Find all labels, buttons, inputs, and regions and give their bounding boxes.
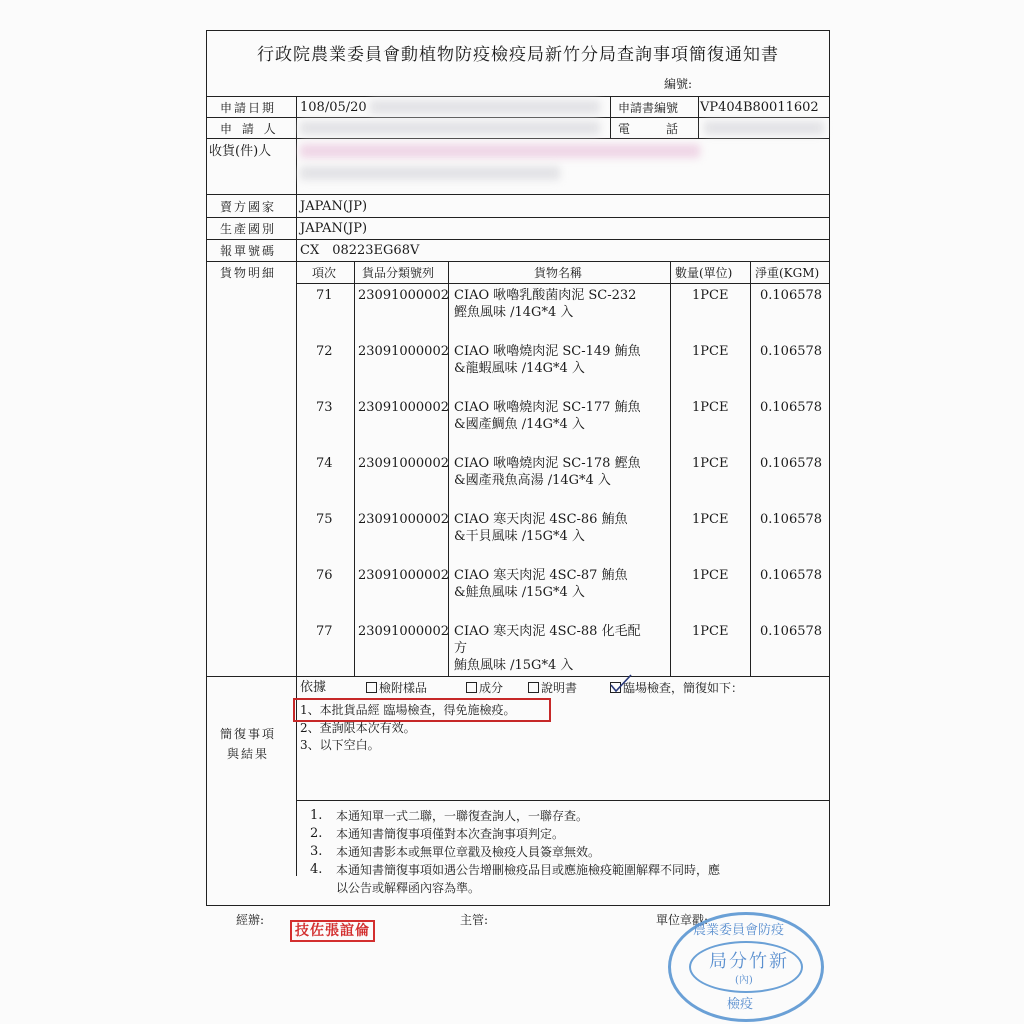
row-code: 23091000002: [358, 568, 449, 583]
supervisor-label: 主管:: [460, 913, 489, 927]
row-qty: 1PCE: [692, 512, 729, 527]
number-label: 編號:: [664, 77, 693, 91]
col-header-weight: 淨重(KGM): [755, 266, 820, 280]
row-name-line2: &國產鯛魚 /14G*4 入: [454, 417, 585, 432]
option-onsite[interactable]: [610, 680, 743, 696]
redacted-block: [370, 100, 600, 114]
redacted-block: [300, 166, 560, 180]
divider: [206, 117, 830, 118]
row-name-line1: CIAO 寒天肉泥 4SC-87 鮪魚: [454, 568, 628, 583]
seal-top-text: 農業委員會防疫: [693, 923, 785, 938]
declaration-no-label: 報單號碼: [220, 244, 277, 258]
receiver-label: 收貨(件)人: [209, 144, 272, 159]
row-no: 73: [316, 400, 333, 415]
app-no-label: 申請書編號: [618, 101, 679, 115]
row-weight: 0.106578: [760, 400, 823, 415]
note-text: 本通知單一式二聯，一聯復查詢人，一聯存查。: [336, 809, 589, 823]
phone-label: 電 話: [618, 122, 679, 136]
row-weight: 0.106578: [760, 288, 823, 303]
col-header-item: 項次: [312, 266, 337, 280]
option-manual[interactable]: [528, 680, 577, 696]
row-name-line2: &干貝風味 /15G*4 入: [454, 529, 585, 544]
redacted-block: [704, 121, 824, 135]
row-qty: 1PCE: [692, 288, 729, 303]
note-num: 2.: [310, 826, 323, 841]
divider: [354, 261, 355, 676]
row-no: 76: [316, 568, 333, 583]
divider: [296, 800, 830, 801]
result-2: 2、查詢限本次有效。: [300, 721, 416, 735]
note-text: 以公告或解釋函內容為準。: [336, 881, 481, 895]
row-name-line1: CIAO 啾嚕燒肉泥 SC-178 鰹魚: [454, 456, 641, 471]
row-no: 72: [316, 344, 333, 359]
result-1: 1、本批貨品經 臨場檢查，得免施檢疫。: [300, 703, 516, 717]
document-title: 行政院農業委員會動植物防疫檢疫局新竹分局查詢事項簡復通知書: [257, 45, 779, 65]
basis-label: 依據: [300, 680, 327, 695]
divider: [206, 261, 830, 262]
handler-label: 經辦:: [236, 913, 265, 927]
row-code: 23091000002: [358, 512, 449, 527]
row-weight: 0.106578: [760, 512, 823, 527]
option-sample[interactable]: [366, 680, 427, 696]
row-qty: 1PCE: [692, 624, 729, 639]
row-code: 23091000002: [358, 344, 449, 359]
divider: [610, 96, 611, 138]
col-header-name: 貨物名稱: [534, 266, 583, 280]
note-num: 3.: [310, 844, 323, 859]
note-num: 1.: [310, 808, 323, 823]
result-3: 3、以下空白。: [300, 738, 380, 752]
row-no: 77: [316, 624, 333, 639]
divider: [206, 194, 830, 195]
unit-seal-label: 單位章戳:: [656, 913, 709, 927]
checkmark-icon: [609, 673, 633, 693]
official-seal: [668, 912, 824, 1022]
date-value: 108/05/20: [300, 100, 367, 115]
origin-country-value: JAPAN(JP): [300, 221, 368, 236]
option-manual-label: 說明書: [541, 681, 578, 695]
row-code: 23091000002: [358, 288, 449, 303]
row-name-line1: CIAO 寒天肉泥 4SC-88 化毛配: [454, 624, 641, 639]
applicant-label: 申 請 人: [220, 122, 279, 136]
col-header-qty: 數量(單位): [675, 266, 733, 280]
row-name-line1: CIAO 啾嚕燒肉泥 SC-177 鮪魚: [454, 400, 641, 415]
row-name-line2: &國產飛魚高湯 /14G*4 入: [454, 473, 611, 488]
origin-country-label: 生產國別: [220, 222, 277, 236]
goods-detail-label: 貨物明細: [220, 266, 277, 280]
note-text: 本通知書影本或無單位章戳及檢疫人員簽章無效。: [336, 845, 601, 859]
row-weight: 0.106578: [760, 344, 823, 359]
row-name-line2: &鮭魚風味 /15G*4 入: [454, 585, 585, 600]
row-no: 75: [316, 512, 333, 527]
row-qty: 1PCE: [692, 344, 729, 359]
row-qty: 1PCE: [692, 456, 729, 471]
seal-bottom-text: 檢疫: [727, 997, 754, 1012]
row-weight: 0.106578: [760, 568, 823, 583]
checkbox-icon[interactable]: [528, 682, 539, 693]
checkbox-checked-icon[interactable]: [610, 682, 621, 693]
row-name-line1: CIAO 啾嚕乳酸菌肉泥 SC-232: [454, 288, 637, 303]
redacted-block: [300, 121, 600, 135]
divider: [296, 96, 297, 876]
note-num: 4.: [310, 862, 323, 877]
option-sample-label: 檢附樣品: [379, 681, 428, 695]
seller-country-value: JAPAN(JP): [300, 199, 368, 214]
seal-center-text: 局分竹新: [709, 951, 789, 972]
row-qty: 1PCE: [692, 568, 729, 583]
divider: [206, 217, 830, 218]
seller-country-label: 賣方國家: [220, 200, 277, 214]
seal-sub-text: (內): [735, 975, 753, 986]
highlight-box: [293, 698, 551, 722]
row-no: 74: [316, 456, 333, 471]
row-name-line1: CIAO 啾嚕燒肉泥 SC-149 鮪魚: [454, 344, 641, 359]
checkbox-icon[interactable]: [366, 682, 377, 693]
divider: [698, 96, 699, 138]
row-name-line3: 鮪魚風味 /15G*4 入: [454, 658, 574, 673]
name-stamp: 技佐張誼倫: [290, 920, 375, 942]
divider: [670, 261, 671, 676]
row-weight: 0.106578: [760, 624, 823, 639]
app-no-value: VP404B80011602: [700, 100, 819, 115]
divider: [206, 138, 830, 139]
row-name-line1: CIAO 寒天肉泥 4SC-86 鮪魚: [454, 512, 628, 527]
option-ingredient-label: 成分: [479, 681, 504, 695]
date-label: 申請日期: [220, 101, 277, 115]
redacted-block: [300, 144, 700, 158]
col-header-code: 貨品分類號列: [362, 266, 435, 280]
option-onsite-label: 臨場檢查，簡復如下：: [623, 681, 744, 695]
divider: [750, 261, 751, 676]
divider: [206, 676, 830, 677]
row-name-line2: 鰹魚風味 /14G*4 入: [454, 305, 574, 320]
row-name-line2: &龍蝦風味 /14G*4 入: [454, 361, 585, 376]
row-code: 23091000002: [358, 624, 449, 639]
declaration-no-value: CX 08223EG68V: [300, 243, 420, 258]
divider: [206, 239, 830, 240]
checkbox-icon[interactable]: [466, 682, 477, 693]
row-qty: 1PCE: [692, 400, 729, 415]
divider: [206, 96, 830, 97]
row-weight: 0.106578: [760, 456, 823, 471]
reply-label: 簡復事項 與結果: [220, 727, 277, 761]
note-text: 本通知書簡復事項僅對本次查詢事項判定。: [336, 827, 565, 841]
row-no: 71: [316, 288, 333, 303]
row-name-line2: 方: [454, 641, 468, 656]
row-code: 23091000002: [358, 456, 449, 471]
row-code: 23091000002: [358, 400, 449, 415]
note-text: 本通知書簡復事項如遇公告增刪檢疫品目或應施檢疫範圍解釋不同時，應: [336, 863, 721, 877]
option-ingredient[interactable]: [466, 680, 503, 696]
